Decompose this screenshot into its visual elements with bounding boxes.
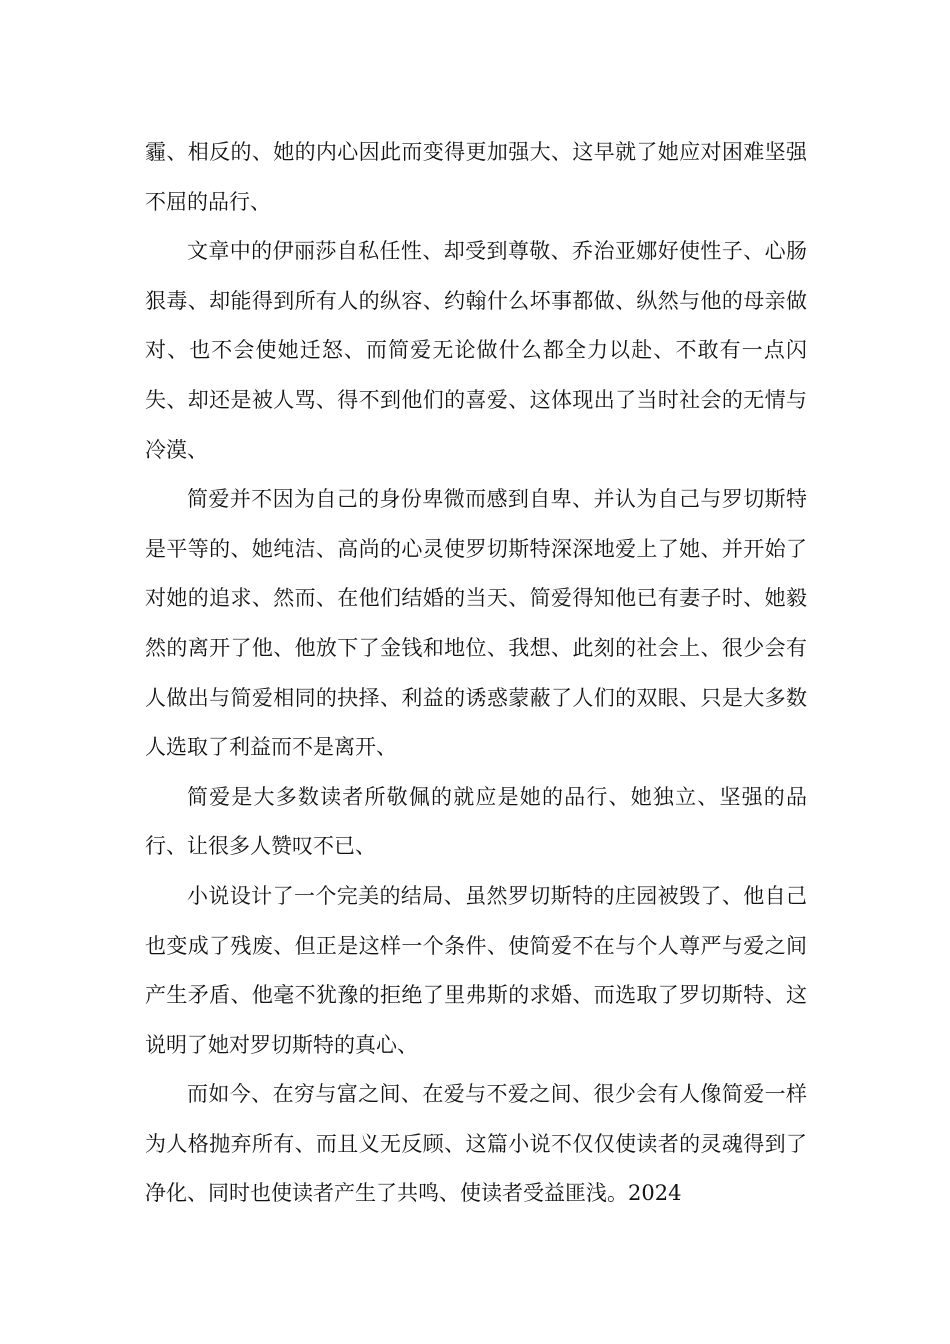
paragraph-continuation: 霾、相反的、她的内心因此而变得更加强大、这早就了她应对困难坚强不屈的品行、 xyxy=(145,140,807,214)
paragraph: 文章中的伊丽莎自私任性、却受到尊敬、乔治亚娜好使性子、心肠狠毒、却能得到所有人的纵容、约翰什么坏事都做、纵然与他的母亲做对、也不会使她迁怒、而简爱无论做什么都全力以赴、不敢有一点闪失、却还是被人骂、得不到他们的喜爱、这体现出了当时社会的无情与冷漠、 xyxy=(145,239,807,462)
document-body xyxy=(145,128,807,1219)
paragraph: 而如今、在穷与富之间、在爱与不爱之间、很少会有人像简爱一样为人格抛弃所有、而且义无反顾、这篇小说不仅仅使读者的灵魂得到了净化、同时也使读者产生了共鸣、使读者受益匪浅。2024 xyxy=(145,1082,807,1206)
paragraph: 小说设计了一个完美的结局、虽然罗切斯特的庄园被毁了、他自己也变成了残废、但正是这样一个条件、使简爱不在与个人尊严与爱之间产生矛盾、他毫不犹豫的拒绝了里弗斯的求婚、而选取了罗切斯特、这说明了她对罗切斯特的真心、 xyxy=(145,883,807,1057)
paragraph: 简爱并不因为自己的身份卑微而感到自卑、并认为自己与罗切斯特是平等的、她纯洁、高尚的心灵使罗切斯特深深地爱上了她、并开始了对她的追求、然而、在他们结婚的当天、简爱得知他已有妻子时、她毅然的离开了他、他放下了金钱和地位、我想、此刻的社会上、很少会有人做出与简爱相同的抉择、利益的诱惑蒙蔽了人们的双眼、只是大多数人选取了利益而不是离开、 xyxy=(145,487,807,760)
paragraph: 简爱是大多数读者所敬佩的就应是她的品行、她独立、坚强的品行、让很多人赞叹不已、 xyxy=(145,784,807,859)
